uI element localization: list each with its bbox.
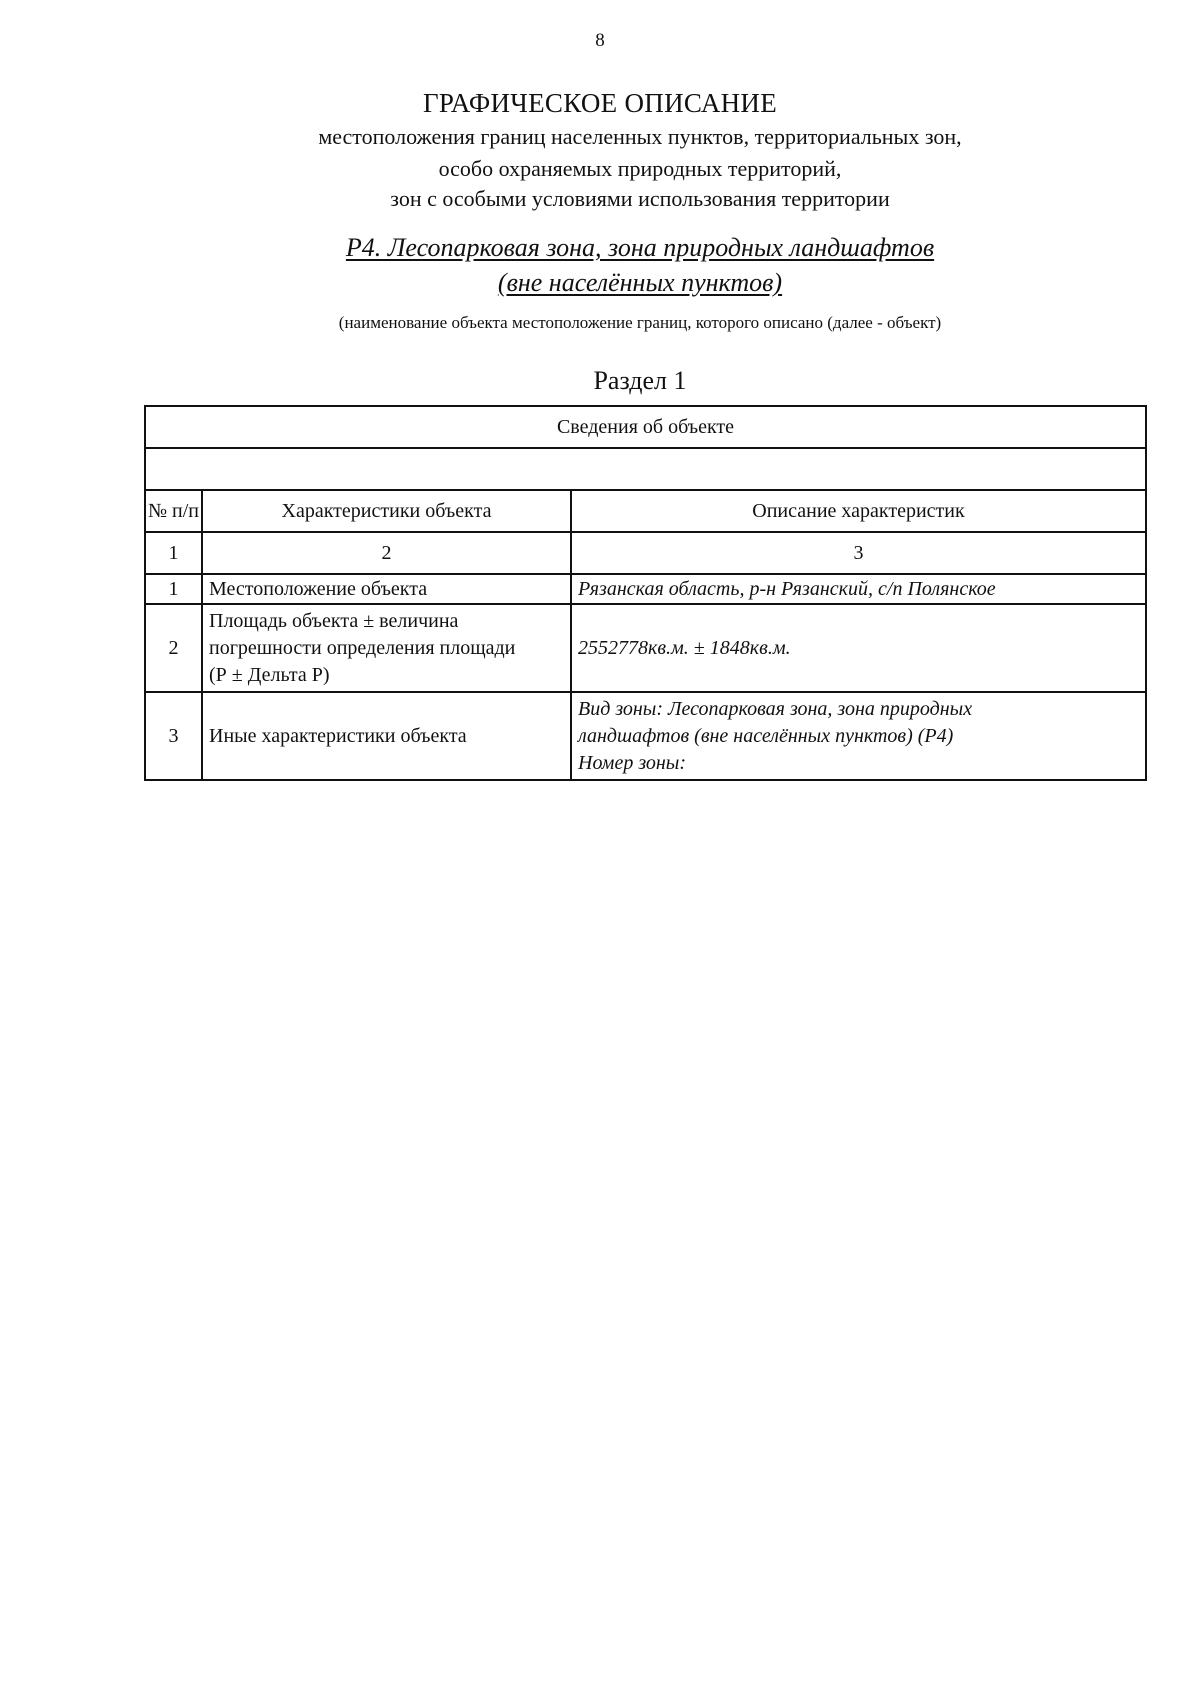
header-characteristic: Характеристики объекта: [202, 490, 571, 532]
table-caption: Сведения об объекте: [145, 406, 1146, 448]
header-description: Описание характеристик: [571, 490, 1146, 532]
column-number-1: 1: [145, 532, 202, 574]
table-column-numbers-row: [145, 532, 1146, 574]
page-number: 8: [595, 30, 605, 51]
subtitle-line-3: зон с особыми условиями использования территории: [390, 186, 890, 211]
row-num: 2: [145, 604, 202, 692]
table-row: [145, 604, 1146, 692]
subtitle-line-2: особо охраняемых природных территорий,: [438, 156, 842, 181]
table-row: [145, 692, 1146, 780]
row-characteristic: [202, 604, 571, 692]
table-empty-cell: [145, 448, 1146, 490]
row-characteristic-line: Иные характеристики объекта: [209, 724, 467, 747]
row-description-line: Номер зоны:: [578, 751, 686, 774]
row-characteristic-line: погрешности определения площади: [209, 636, 516, 659]
section-title: Раздел 1: [593, 366, 687, 395]
subtitle-line-1: местоположения границ населенных пунктов, территориальных зон,: [318, 124, 962, 149]
row-description: [571, 692, 1146, 780]
row-description-line: Рязанская область, р-н Рязанский, с/п Полянское: [578, 577, 996, 600]
table-empty-row: [145, 448, 1146, 490]
object-caption: (наименование объекта местоположение границ, которого описано (далее - объект): [338, 313, 942, 332]
row-num: 3: [145, 692, 202, 780]
table-row: [145, 574, 1146, 604]
row-characteristic-line: Местоположение объекта: [209, 577, 428, 600]
row-description: [571, 604, 1146, 692]
object-name-line-2: (вне населённых пунктов): [497, 268, 783, 297]
table-header-row: [145, 490, 1146, 532]
row-description: [571, 574, 1146, 604]
object-info-table: [144, 405, 1147, 781]
row-description-line: 2552778кв.м. ± 1848кв.м.: [578, 636, 791, 659]
row-characteristic: [202, 692, 571, 780]
column-number-2: 2: [202, 532, 571, 574]
header-num: № п/п: [145, 490, 202, 532]
row-characteristic: [202, 574, 571, 604]
row-description-line: ландшафтов (вне населённых пунктов) (Р4): [578, 724, 954, 747]
table-caption-row: [145, 406, 1146, 448]
document-title: ГРАФИЧЕСКОЕ ОПИСАНИЕ: [422, 88, 778, 118]
row-description-line: Вид зоны: Лесопарковая зона, зона природных: [578, 697, 973, 720]
object-name-line-1: Р4. Лесопарковая зона, зона природных ландшафтов: [345, 233, 935, 262]
column-number-3: 3: [571, 532, 1146, 574]
row-num: 1: [145, 574, 202, 604]
row-characteristic-line: (Р ± Дельта Р): [209, 663, 330, 686]
row-characteristic-line: Площадь объекта ± величина: [209, 609, 459, 632]
